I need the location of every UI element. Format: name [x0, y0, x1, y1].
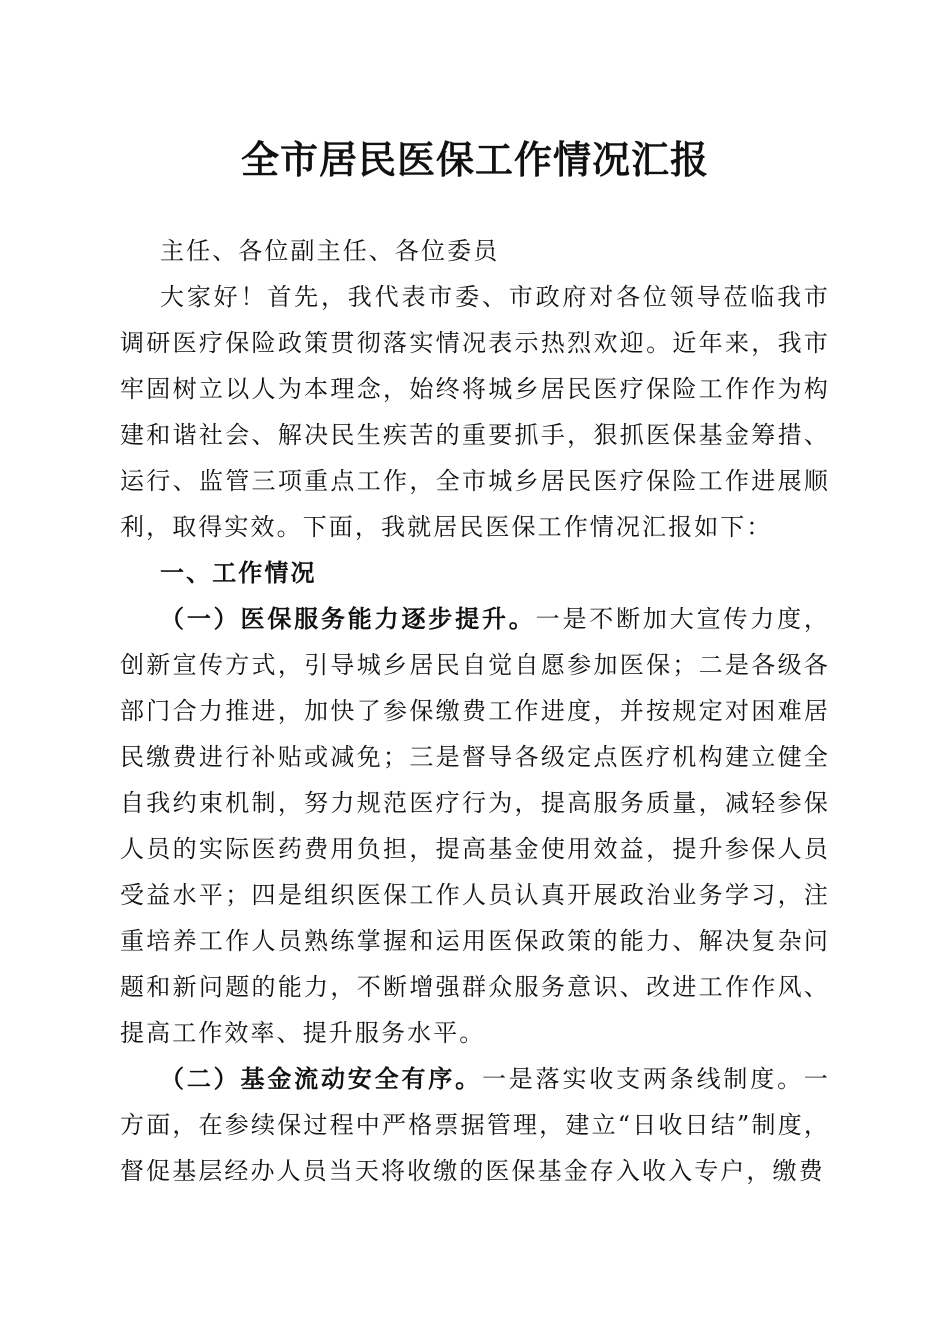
document-body: [120, 228, 830, 1194]
subsection-text-1: 一是不断加大宣传力度，创新宣传方式，引导城乡居民自觉自愿参加医保；二是各级各部门合力推进，加快了参保缴费工作进度，并按规定对困难居民缴费进行补贴或减免；三是督导各级定点医疗机构建立健全自我约束机制，努力规范医疗行为，提高服务质量，减轻参保人员的实际医药费用负担，提高基金使用效益，提升参保人员受益水平；四是组织医保工作人员认真开展政治业务学习，注重培养工作人员熟练掌握和运用医保政策的能力、解决复杂问题和新问题的能力，不断增强群众服务意识、改进工作作风、提高工作效率、提升服务水平。: [120, 605, 830, 1047]
salutation: 主任、各位副主任、各位委员: [160, 237, 500, 265]
subsection-text-2: 一是落实收支两条线制度。一方面，在参续保过程中严格票据管理，建立“日收日结”制度，督促基层经办人员当天将收缴的医保基金存入收入专户，缴费: [120, 1065, 830, 1185]
subsection-paragraph-1: [120, 596, 830, 1056]
subsection-heading-2: （二）基金流动安全有序。: [160, 1064, 482, 1093]
subsection-paragraph-2: [120, 1056, 830, 1194]
subsection-heading-1: （一）医保服务能力逐步提升。: [160, 604, 536, 633]
intro-paragraph: 大家好！首先，我代表市委、市政府对各位领导莅临我市调研医疗保险政策贯彻落实情况表示热烈欢迎。近年来，我市牢固树立以人为本理念，始终将城乡居民医疗保险工作作为构建和谐社会、解决民生疾苦的重要抓手，狠抓医保基金筹措、运行、监管三项重点工作，全市城乡居民医疗保险工作进展顺利，取得实效。下面，我就居民医保工作情况汇报如下：: [120, 283, 830, 541]
section-heading: 一、工作情况: [160, 559, 317, 587]
document-title: 全市居民医保工作情况汇报: [240, 137, 709, 182]
